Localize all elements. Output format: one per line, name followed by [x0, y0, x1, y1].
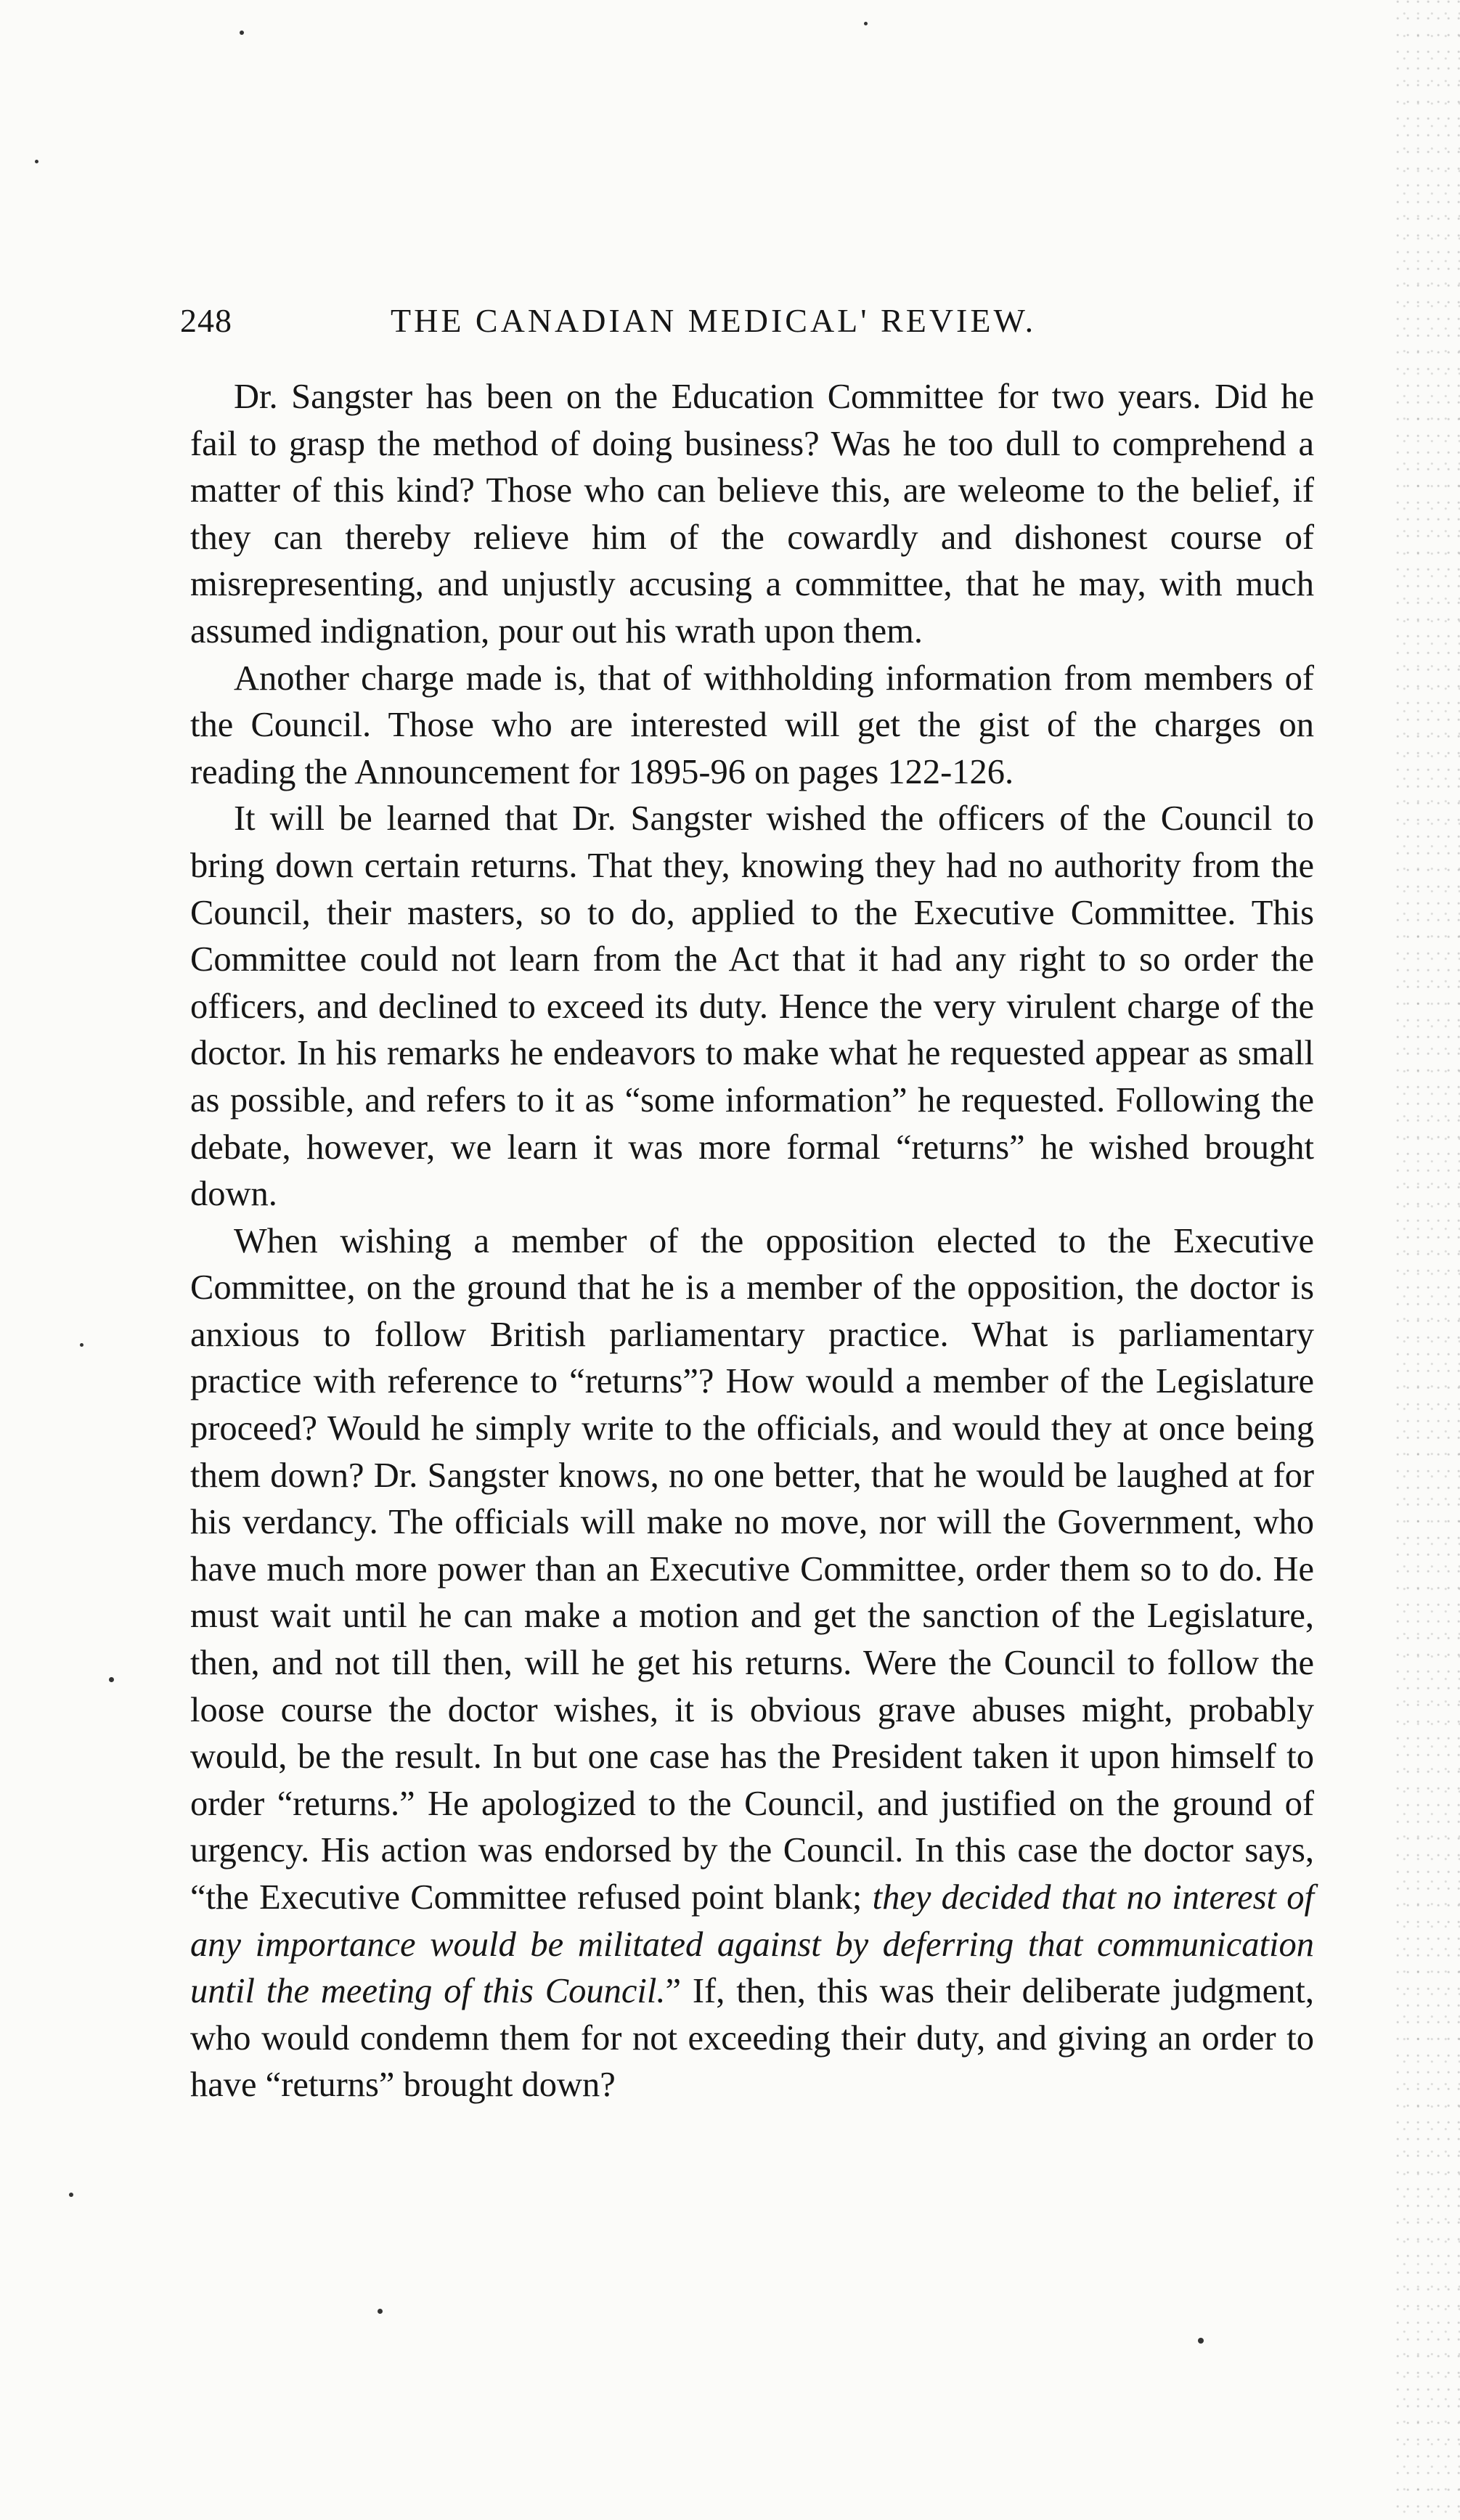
paragraph-text: ” If, then, this was their deliberate judgment, who would condemn them for not exceeding their duty, and giving an order to have “returns” brought down?: [190, 1972, 1314, 2105]
scan-speck: [109, 1677, 114, 1682]
paragraph: Another charge made is, that of withholding information from members of the Council. Those who are interested will get the gist of the charges on reading the Announcement for 1895-96 on pages 122-126.: [190, 658, 1314, 791]
scan-speck: [864, 22, 868, 25]
scan-speck: [35, 160, 38, 163]
page-header: [180, 301, 1320, 352]
paragraph-text: When wishing a member of the opposition elected to the Executive Committee, on the ground that he is a member of the opposition, the doctor is anxious to follow British parliamentary practice. What is parliamentary practice with reference to “returns”? How would a member of the Legislature proceed? Would he simply write to the officials, and would they at once being them down? Dr. Sangster knows, no one better, that he would be laughed at for his verdancy. The officials will make no move, nor will the Government, who have much more power than an Executive Committee, order them so to do. He must wait until he can make a motion and get the sanction of the Legislature, then, and not till then, will he get his returns. Were the Council to follow the loose course the doctor wishes, it is obvious grave abuses might, probably would, be the result. In but one case has the President taken it upon himself to order “returns.” He apologized to the Council, and justified on the ground of urgency. His action was endorsed by the Council. In this case the doctor says, “the Executive Committee refused point blank;: [190, 1221, 1314, 1917]
paragraph: Dr. Sangster has been on the Education Committee for two years. Did he fail to grasp the method of doing business? Was he too dull to comprehend a matter of this kind? Those who can believe this, are weleome to the belief, if they can thereby relieve him of the cowardly and dishonest course of misrepresenting, and unjustly accusing a committee, that he may, with much assumed indignation, pour out his wrath upon them.: [190, 378, 1314, 651]
paragraph: [190, 1218, 1314, 2109]
scan-speck: [240, 30, 244, 35]
scan-edge-noise: [1395, 0, 1460, 2520]
page-number: 248: [180, 302, 232, 339]
scan-speck: [1198, 2338, 1204, 2344]
scan-speck: [69, 2193, 73, 2197]
paragraph: It will be learned that Dr. Sangster wished the officers of the Council to bring down certain returns. That they, knowing they had no authority from the Council, their masters, so to do, applied to the Executive Committee. This Committee could not learn from the Act that it had any right to so order the officers, and declined to exceed its duty. Hence the very virulent charge of the doctor. In his remarks he endeavors to make what he requested appear as small as possible, and refers to it as “some information” he requested. Following the debate, however, we learn it was more formal “returns” he wished brought down.: [190, 799, 1314, 1214]
italic-quotation: they decided that no interest of any importance would be militated against by deferring that communication until the meeting of this Council.: [190, 1878, 1314, 2011]
running-title: THE CANADIAN MEDICAL' REVIEW.: [391, 302, 1037, 339]
article-body: [190, 374, 1314, 2109]
scan-speck: [80, 1343, 83, 1347]
scan-speck: [378, 2309, 383, 2314]
